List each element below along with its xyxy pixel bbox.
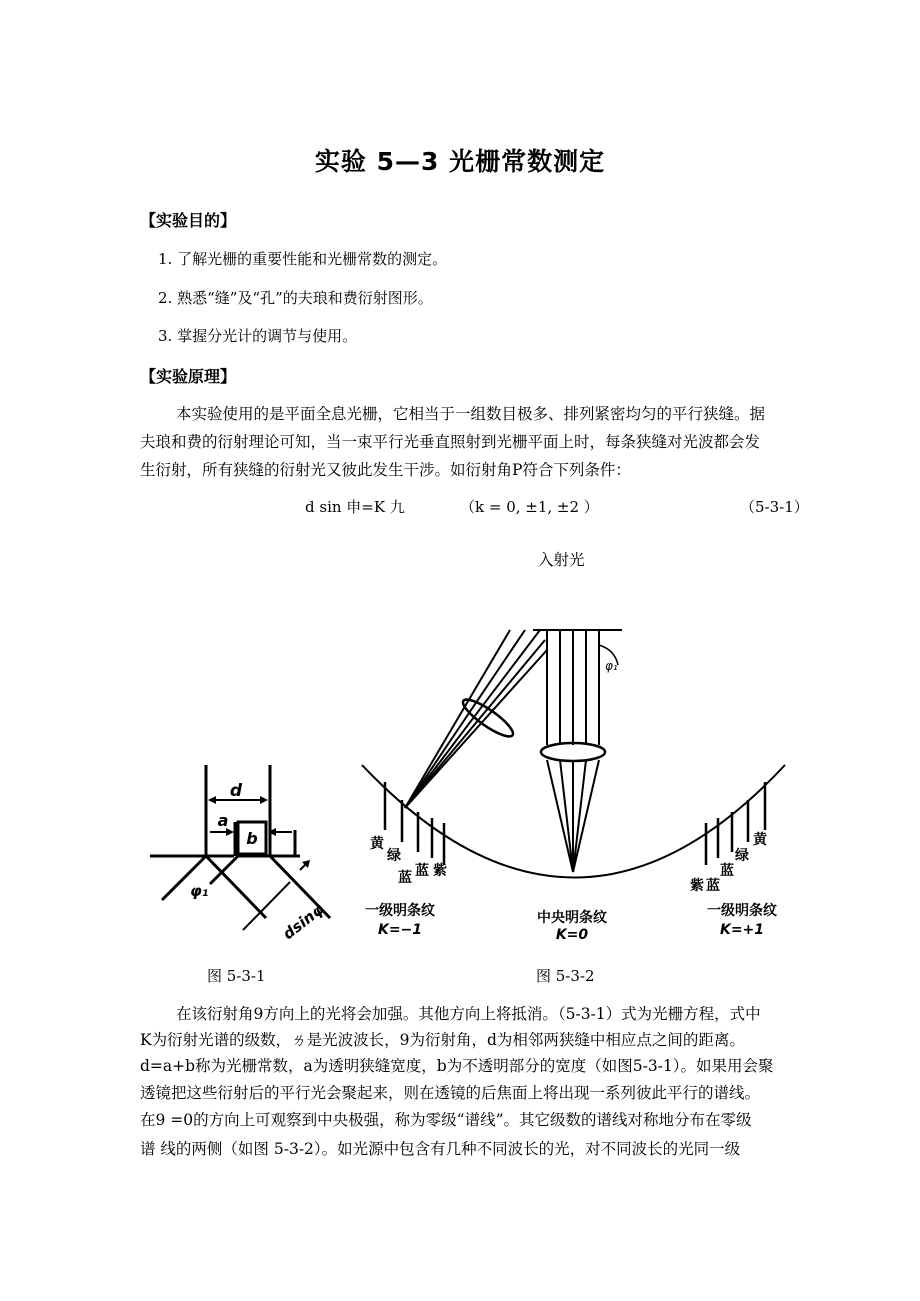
center-order-label: 中央明条纹 <box>537 910 607 926</box>
right-color-4: 绿 <box>735 848 749 864</box>
right-color-1: 紫 <box>690 878 704 894</box>
figure-5-3-2-caption: 图 5-3-2 <box>536 967 595 985</box>
after-line-6: 谱 线的两侧（如图 5-3-2）。如光源中包含有几种不同波长的光，对不同波长的光同一级 <box>140 1140 741 1158</box>
purpose-item-1: 1. 了解光栅的重要性能和光栅常数的测定。 <box>158 250 448 268</box>
equation-condition: （k = 0, ±1, ±2 ） <box>460 498 599 516</box>
purpose-item-2: 2. 熟悉“缝”及“孔”的夫琅和费衍射图形。 <box>158 289 433 307</box>
after-line-5: 在9 =0的方向上可观察到中央极强，称为零级“谱线”。其它级数的谱线对称地分布在零级 <box>140 1111 752 1129</box>
purpose-item-3: 3. 掌握分光计的调节与使用。 <box>158 327 358 345</box>
figure-5-3-1 <box>150 760 360 945</box>
principle-line-1: 本实验使用的是平面全息光栅，它相当于一组数目极多、排列紧密均匀的平行狭缝。据 <box>176 405 766 423</box>
right-color-5: 黄 <box>753 832 767 848</box>
left-color-4: 蓝 <box>415 863 429 879</box>
after-line-1: 在该衍射角9方向上的光将会加强。其他方向上将抵消。（5-3-1）式为光栅方程，式中 <box>176 1005 761 1023</box>
section-purpose-heading: 【实验目的】 <box>140 211 237 230</box>
phi1-label-fig2: φ₁ <box>605 659 618 673</box>
section-principle-heading: 【实验原理】 <box>140 367 237 386</box>
figure-5-3-2 <box>360 620 790 940</box>
left-color-1: 黄 <box>370 836 384 852</box>
right-order-label: 一级明条纹 <box>707 903 777 919</box>
left-color-2: 绿 <box>387 848 401 864</box>
page-title: 实验 5—3 光栅常数测定 <box>314 147 606 176</box>
left-color-3: 蓝 <box>398 870 412 886</box>
after-line-3: d=a+b称为光栅常数，a为透明狭缝宽度，b为不透明部分的宽度（如图5-3-1）。如果用会聚 <box>140 1057 774 1075</box>
label-a: a <box>217 811 229 830</box>
left-order-label: 一级明条纹 <box>365 903 435 919</box>
equation-formula: d sin 申=K 九 <box>305 498 405 516</box>
right-color-3: 蓝 <box>720 863 734 879</box>
principle-line-2: 夫琅和费的衍射理论可知，当一束平行光垂直照射到光栅平面上时，每条狭缝对光波都会发 <box>140 433 761 451</box>
right-k-label: K=+1 <box>719 922 765 938</box>
label-b: b <box>246 829 258 848</box>
label-phi1: φ₁ <box>190 882 209 900</box>
label-d: d <box>229 781 243 801</box>
right-color-2: 蓝 <box>706 878 720 894</box>
left-k-label: K=−1 <box>377 922 423 938</box>
incident-light-label: 入射光 <box>538 551 585 569</box>
center-k-label: K=0 <box>555 927 589 940</box>
figure-5-3-1-caption: 图 5-3-1 <box>207 967 266 985</box>
principle-line-3: 生衍射，所有狭缝的衍射光又彼此发生干涉。如衍射角P符合下列条件： <box>140 461 631 479</box>
label-dsinphi: dsinφ <box>279 899 328 944</box>
after-line-2: K为衍射光谱的级数，ㄌ是光波波长，9为衍射角，d为相邻两狭缝中相应点之间的距离。 <box>140 1031 745 1049</box>
equation-number: （5-3-1） <box>740 498 809 516</box>
left-color-5: 紫 <box>433 863 447 879</box>
after-line-4: 透镜把这些衍射后的平行光会聚起来，则在透镜的后焦面上将出现一系列彼此平行的谱线。 <box>140 1084 761 1102</box>
